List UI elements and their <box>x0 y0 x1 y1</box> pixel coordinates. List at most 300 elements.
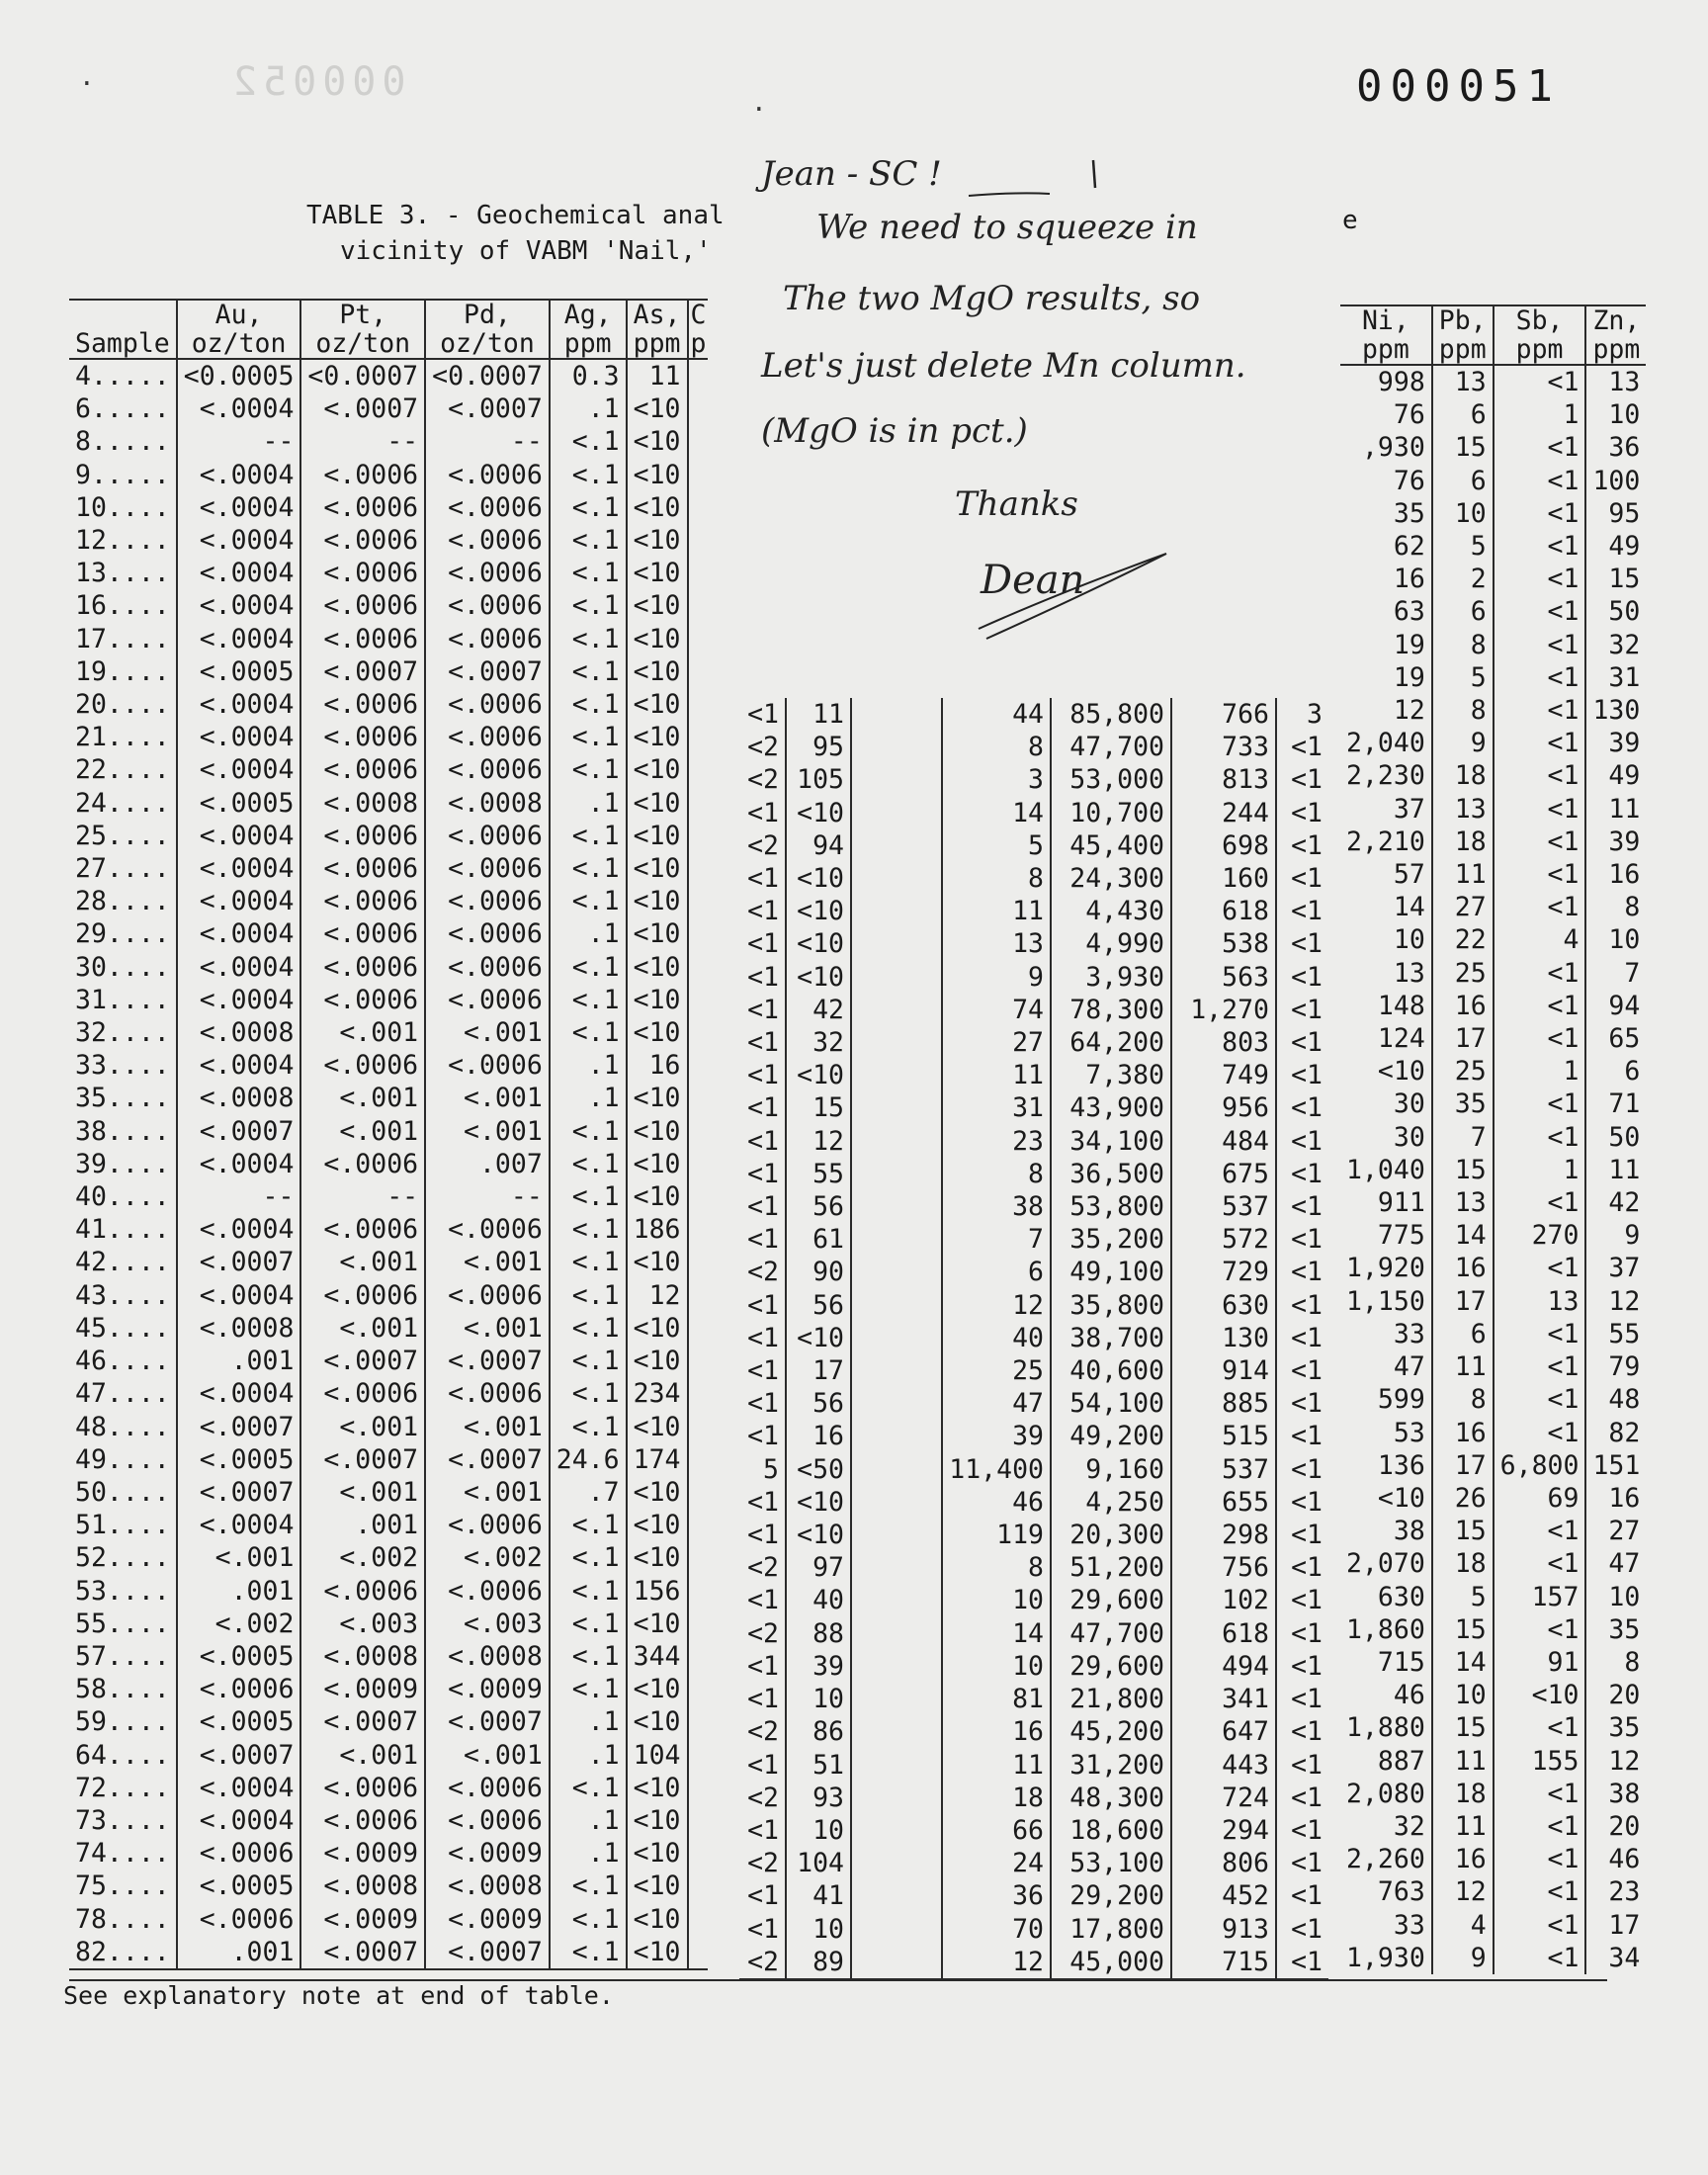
cu-flag: <1 <box>747 896 779 927</box>
col-a-value: 36 <box>942 1879 1051 1912</box>
ag-value: <.1 <box>550 1541 627 1574</box>
cut-column <box>688 1377 709 1410</box>
col-c-value: 729 <box>1171 1256 1276 1288</box>
au-value: <.0004 <box>177 524 301 557</box>
column-gap <box>851 1946 942 1979</box>
cut-column <box>688 1443 709 1476</box>
cu-value: 40 <box>786 1584 851 1616</box>
sample-id: 21.... <box>75 722 170 753</box>
au-value: <.0004 <box>177 820 301 852</box>
pd-value: <.002 <box>425 1541 550 1574</box>
au-value: <.0004 <box>177 557 301 589</box>
col-d-value: <1 <box>1276 1782 1328 1814</box>
column-gap <box>851 1387 942 1420</box>
pt-value: <.0006 <box>300 589 425 622</box>
cut-column <box>688 1608 709 1640</box>
ag-value: <.1 <box>550 1509 627 1541</box>
cu-flag: <1 <box>747 797 779 828</box>
cut-column <box>688 1509 709 1541</box>
cut-column <box>688 1082 709 1114</box>
col-a-value: 11 <box>942 1749 1051 1782</box>
zn-value: 36 <box>1585 431 1646 464</box>
ni-value: 630 <box>1377 1581 1425 1612</box>
pd-value: <.0006 <box>425 623 550 655</box>
header-pt-unit <box>300 329 425 359</box>
cut-column <box>688 688 709 721</box>
ag-value: <.1 <box>550 1345 627 1377</box>
zn-value: 34 <box>1585 1942 1646 1974</box>
col-a-value: 16 <box>942 1715 1051 1748</box>
cut-column <box>688 524 709 557</box>
au-value: -- <box>177 1180 301 1213</box>
pb-value: 2 <box>1432 563 1494 595</box>
zn-value: 27 <box>1585 1515 1646 1547</box>
cut-column <box>688 1541 709 1574</box>
au-value: <.0004 <box>177 589 301 622</box>
header-pb: Pb, <box>1432 305 1494 335</box>
cut-column <box>688 557 709 589</box>
column-gap <box>851 1683 942 1715</box>
col-b-value: 21,800 <box>1051 1683 1171 1715</box>
col-c-value: 443 <box>1171 1749 1276 1782</box>
cu-flag: <1 <box>747 1158 779 1189</box>
pb-value: 16 <box>1432 1417 1494 1449</box>
ni-value: 1,150 <box>1346 1285 1425 1317</box>
col-c-value: 572 <box>1171 1223 1276 1256</box>
cu-flag: <1 <box>747 699 779 730</box>
cut-column <box>688 425 709 458</box>
cut-column <box>688 655 709 688</box>
header-pd-line1: Pd, <box>464 300 511 330</box>
sb-value: <1 <box>1494 1711 1586 1744</box>
sample-id: 20.... <box>75 689 170 721</box>
column-gap <box>851 1879 942 1912</box>
pt-value: <.0007 <box>300 1443 425 1476</box>
pt-value: <.002 <box>300 1541 425 1574</box>
pb-value: 8 <box>1432 629 1494 661</box>
pd-value: <.0009 <box>425 1837 550 1870</box>
ni-value: 911 <box>1377 1187 1425 1219</box>
table-row <box>69 1279 708 1312</box>
pd-value: <.0007 <box>425 1443 550 1476</box>
col-a-value: 3 <box>942 763 1051 796</box>
au-value: <.0006 <box>177 1903 301 1936</box>
table-row <box>1340 1778 1646 1810</box>
ni-value: 35 <box>1393 497 1425 529</box>
sb-value: <1 <box>1494 1810 1586 1843</box>
table-row <box>69 1411 708 1443</box>
table-row <box>69 984 708 1016</box>
table-row <box>739 1782 1328 1814</box>
pd-value: <.0006 <box>425 984 550 1016</box>
col-d-value: <1 <box>1276 1486 1328 1519</box>
col-a-value: 6 <box>942 1256 1051 1288</box>
col-a-value: 8 <box>942 731 1051 763</box>
ni-value: 53 <box>1393 1417 1425 1448</box>
ni-value: 47 <box>1393 1351 1425 1383</box>
cu-value: <10 <box>786 927 851 960</box>
cu-value: <10 <box>786 797 851 829</box>
ag-value: <.1 <box>550 984 627 1016</box>
column-gap <box>851 1420 942 1452</box>
col-c-value: 655 <box>1171 1486 1276 1519</box>
table-row <box>69 753 708 786</box>
ni-value: 19 <box>1393 629 1425 660</box>
cu-flag: <1 <box>747 863 779 895</box>
ag-value: .1 <box>550 1837 627 1870</box>
table-row <box>1340 1482 1646 1515</box>
table-row <box>1340 629 1646 661</box>
col-a-value: 12 <box>942 1289 1051 1322</box>
col-a-value: 7 <box>942 1223 1051 1256</box>
right-header-row-1 <box>1340 305 1646 335</box>
table-row <box>739 862 1328 895</box>
table-row <box>739 1519 1328 1551</box>
zn-value: 79 <box>1585 1350 1646 1383</box>
column-gap <box>851 927 942 960</box>
note-line-4: Let's just delete Mn column. <box>761 346 1246 386</box>
note-line-6: Thanks <box>955 484 1078 524</box>
col-d-value: <1 <box>1276 797 1328 829</box>
column-gap <box>851 1715 942 1748</box>
cu-value: 61 <box>786 1223 851 1256</box>
ni-value: 998 <box>1377 367 1425 397</box>
pb-value: 16 <box>1432 990 1494 1022</box>
col-a-value: 47 <box>942 1387 1051 1420</box>
col-c-value: 806 <box>1171 1847 1276 1879</box>
header-as-line1: As, <box>633 300 681 330</box>
col-a-value: 31 <box>942 1091 1051 1124</box>
zn-value: 38 <box>1585 1778 1646 1810</box>
sample-id: 25.... <box>75 820 170 851</box>
as-value: <10 <box>627 1804 688 1837</box>
table-row <box>69 557 708 589</box>
col-b-value: 34,100 <box>1051 1125 1171 1158</box>
col-a-value: 10 <box>942 1650 1051 1683</box>
header-au <box>177 300 301 329</box>
table-row <box>1340 1646 1646 1679</box>
zn-value: 42 <box>1585 1186 1646 1219</box>
cut-column <box>688 459 709 491</box>
zn-value: 13 <box>1585 365 1646 398</box>
column-gap <box>851 1059 942 1091</box>
table-row <box>69 852 708 885</box>
table-row <box>739 1125 1328 1158</box>
cu-value: 97 <box>786 1551 851 1584</box>
col-c-value: 618 <box>1171 1617 1276 1650</box>
table-row <box>1340 1417 1646 1449</box>
pd-value: <.0007 <box>425 1705 550 1738</box>
ag-value: <.1 <box>550 951 627 984</box>
table-row <box>739 1190 1328 1223</box>
column-gap <box>851 862 942 895</box>
cut-column <box>688 1312 709 1345</box>
zn-value: 39 <box>1585 826 1646 858</box>
ni-value: 2,040 <box>1346 728 1425 759</box>
as-value: <10 <box>627 917 688 950</box>
pt-value: <.0006 <box>300 917 425 950</box>
ni-value: 148 <box>1377 990 1425 1021</box>
pt-value: <.0009 <box>300 1903 425 1936</box>
table-row <box>1340 1350 1646 1383</box>
cu-flag: <1 <box>747 1486 779 1518</box>
sample-id: 17.... <box>75 623 170 654</box>
col-b-value: 31,200 <box>1051 1749 1171 1782</box>
au-value: <.0006 <box>177 1673 301 1705</box>
ni-value: 38 <box>1393 1516 1425 1547</box>
header-ag-line1: Ag, <box>563 300 612 330</box>
au-value: <.0005 <box>177 1705 301 1738</box>
ag-value: <.1 <box>550 1640 627 1673</box>
pt-value: <.0006 <box>300 557 425 589</box>
column-gap <box>851 797 942 829</box>
pb-value: 8 <box>1432 1383 1494 1416</box>
table-row <box>69 589 708 622</box>
table-row <box>1340 1679 1646 1711</box>
pt-value: <.0006 <box>300 1049 425 1082</box>
sample-id: 46.... <box>75 1346 170 1377</box>
ag-value: <.1 <box>550 459 627 491</box>
table-row <box>69 1476 708 1509</box>
as-value: <10 <box>627 721 688 753</box>
cu-flag: <1 <box>747 1749 779 1781</box>
column-gap <box>851 994 942 1026</box>
table-row <box>69 1705 708 1738</box>
col-c-value: 130 <box>1171 1322 1276 1354</box>
table-row <box>739 829 1328 862</box>
cu-flag: <2 <box>747 1552 779 1584</box>
sb-value: <1 <box>1494 1909 1586 1942</box>
table-row <box>739 1091 1328 1124</box>
cu-flag: <1 <box>747 1322 779 1353</box>
ni-value: 1,930 <box>1346 1942 1425 1973</box>
au-value: <.0004 <box>177 1509 301 1541</box>
column-gap <box>851 1354 942 1387</box>
ag-value: <.1 <box>550 1936 627 1969</box>
col-c-value: 484 <box>1171 1125 1276 1158</box>
pt-value: <.0006 <box>300 1279 425 1312</box>
col-b-value: 64,200 <box>1051 1026 1171 1059</box>
cut-column <box>688 984 709 1016</box>
au-value: <.0004 <box>177 917 301 950</box>
table-row <box>1340 1581 1646 1613</box>
col-b-value: 47,700 <box>1051 731 1171 763</box>
pd-value: <.0006 <box>425 557 550 589</box>
sample-id: 10.... <box>75 491 170 523</box>
cu-value: <10 <box>786 1322 851 1354</box>
col-b-value: 9,160 <box>1051 1453 1171 1486</box>
as-value: <10 <box>627 1509 688 1541</box>
sb-value: <1 <box>1494 530 1586 563</box>
ni-value: 63 <box>1393 596 1425 628</box>
zn-value: 100 <box>1585 465 1646 497</box>
zn-value: 50 <box>1585 1121 1646 1154</box>
header-pt-line1: Pt, <box>339 300 387 330</box>
col-d-value: <1 <box>1276 1091 1328 1124</box>
pt-value: <.003 <box>300 1608 425 1640</box>
cut-column <box>688 1279 709 1312</box>
column-gap <box>851 961 942 994</box>
header-pt-line2: oz/ton <box>315 328 411 359</box>
pd-value: <.0006 <box>425 524 550 557</box>
as-value: <10 <box>627 1312 688 1345</box>
sample-id: 50.... <box>75 1476 170 1508</box>
header-pb-unit: ppm <box>1432 335 1494 365</box>
sb-value: 6,800 <box>1494 1449 1586 1482</box>
pb-value: 14 <box>1432 1646 1494 1679</box>
cu-flag: <1 <box>747 1388 779 1420</box>
cu-flag: <1 <box>747 1092 779 1124</box>
zn-value: 8 <box>1585 1646 1646 1679</box>
zn-value: 15 <box>1585 563 1646 595</box>
sb-value: <1 <box>1494 497 1586 530</box>
table-row <box>69 655 708 688</box>
table-row <box>69 1082 708 1114</box>
cu-flag: <1 <box>747 1880 779 1912</box>
table-row <box>69 1312 708 1345</box>
cu-value: 11 <box>786 698 851 731</box>
ni-value: 12 <box>1393 695 1425 727</box>
cu-flag: <2 <box>747 1257 779 1288</box>
table-row <box>1340 793 1646 826</box>
sample-id: 40.... <box>75 1181 170 1213</box>
table-row <box>1340 1515 1646 1547</box>
as-value: <10 <box>627 1148 688 1180</box>
col-b-value: 78,300 <box>1051 994 1171 1026</box>
cut-column <box>688 589 709 622</box>
column-gap <box>851 1519 942 1551</box>
col-a-value: 119 <box>942 1519 1051 1551</box>
au-value: <.0005 <box>177 1640 301 1673</box>
zn-value: 16 <box>1585 858 1646 891</box>
ni-value: 124 <box>1377 1023 1425 1055</box>
table-row <box>739 1683 1328 1715</box>
col-b-value: 4,990 <box>1051 927 1171 960</box>
cut-column <box>688 1772 709 1804</box>
sample-id: 51.... <box>75 1510 170 1541</box>
pt-value: <.0006 <box>300 820 425 852</box>
sb-value: <1 <box>1494 1252 1586 1284</box>
col-b-value: 85,800 <box>1051 698 1171 731</box>
column-gap <box>851 1256 942 1288</box>
pb-value: 6 <box>1432 398 1494 431</box>
scan-speck: · <box>79 69 95 99</box>
au-value: <.0004 <box>177 753 301 786</box>
table-row <box>1340 759 1646 792</box>
ag-value: .1 <box>550 917 627 950</box>
sb-value: <1 <box>1494 661 1586 694</box>
zn-value: 130 <box>1585 694 1646 727</box>
table-row <box>1340 1219 1646 1252</box>
pd-value: <.003 <box>425 1608 550 1640</box>
col-d-value: <1 <box>1276 1749 1328 1782</box>
column-gap <box>851 1847 942 1879</box>
pb-value: 18 <box>1432 826 1494 858</box>
as-value: <10 <box>627 1936 688 1969</box>
au-value: -- <box>177 425 301 458</box>
cu-value: 88 <box>786 1617 851 1650</box>
table-row <box>739 763 1328 796</box>
ni-value: 2,210 <box>1346 826 1425 857</box>
as-value: <10 <box>627 1541 688 1574</box>
pb-value: 15 <box>1432 431 1494 464</box>
as-value: <10 <box>627 1772 688 1804</box>
pt-value: <.001 <box>300 1115 425 1148</box>
table-row <box>1340 465 1646 497</box>
sample-id: 39.... <box>75 1148 170 1179</box>
col-c-value: 715 <box>1171 1946 1276 1979</box>
as-value: <10 <box>627 1246 688 1278</box>
col-c-value: 244 <box>1171 797 1276 829</box>
col-b-value: 43,900 <box>1051 1091 1171 1124</box>
sb-value: <1 <box>1494 1318 1586 1350</box>
sb-value: <1 <box>1494 1186 1586 1219</box>
pt-value: -- <box>300 425 425 458</box>
table-row <box>1340 1613 1646 1646</box>
pt-value: <.001 <box>300 1476 425 1509</box>
ag-value: <.1 <box>550 1148 627 1180</box>
col-d-value: <1 <box>1276 1519 1328 1551</box>
ag-value: <.1 <box>550 655 627 688</box>
note-line-2: We need to squeeze in <box>816 208 1198 247</box>
col-a-value: 8 <box>942 1158 1051 1190</box>
zn-value: 17 <box>1585 1909 1646 1942</box>
as-value: <10 <box>627 1608 688 1640</box>
au-value: <.0004 <box>177 1148 301 1180</box>
cu-value: 32 <box>786 1026 851 1059</box>
au-value: <.0004 <box>177 1049 301 1082</box>
header-sb: Sb, <box>1494 305 1586 335</box>
pb-value: 15 <box>1432 1613 1494 1646</box>
as-value: <10 <box>627 1705 688 1738</box>
cut-column <box>688 1870 709 1902</box>
zn-value: 11 <box>1585 793 1646 826</box>
au-value: <.0004 <box>177 1213 301 1246</box>
pt-value: <.0006 <box>300 623 425 655</box>
zn-value: 10 <box>1585 1581 1646 1613</box>
col-c-value: 294 <box>1171 1814 1276 1847</box>
sample-id: 49.... <box>75 1443 170 1475</box>
au-value: .001 <box>177 1345 301 1377</box>
col-d-value: <1 <box>1276 1584 1328 1616</box>
col-b-value: 54,100 <box>1051 1387 1171 1420</box>
col-c-value: 885 <box>1171 1387 1276 1420</box>
ni-value: 1,880 <box>1346 1712 1425 1744</box>
col-d-value: <1 <box>1276 1715 1328 1748</box>
ag-value: <.1 <box>550 721 627 753</box>
column-gap <box>851 731 942 763</box>
cut-column <box>688 885 709 917</box>
cu-value: 51 <box>786 1749 851 1782</box>
ni-value: 2,230 <box>1346 760 1425 792</box>
ag-value: <.1 <box>550 1377 627 1410</box>
as-value: <10 <box>627 1082 688 1114</box>
cut-column <box>688 917 709 950</box>
col-b-value: 35,200 <box>1051 1223 1171 1256</box>
header-sample <box>69 329 177 359</box>
sb-value: <1 <box>1494 727 1586 759</box>
pt-value: <.0008 <box>300 1870 425 1902</box>
ag-value: <.1 <box>550 1772 627 1804</box>
pb-value: 4 <box>1432 1909 1494 1942</box>
as-value: 156 <box>627 1575 688 1608</box>
zn-value: 8 <box>1585 891 1646 923</box>
pd-value: <.0006 <box>425 917 550 950</box>
pb-value: 22 <box>1432 923 1494 956</box>
right-data-table <box>1340 304 1646 1974</box>
col-a-value: 11 <box>942 895 1051 927</box>
col-c-value: 494 <box>1171 1650 1276 1683</box>
